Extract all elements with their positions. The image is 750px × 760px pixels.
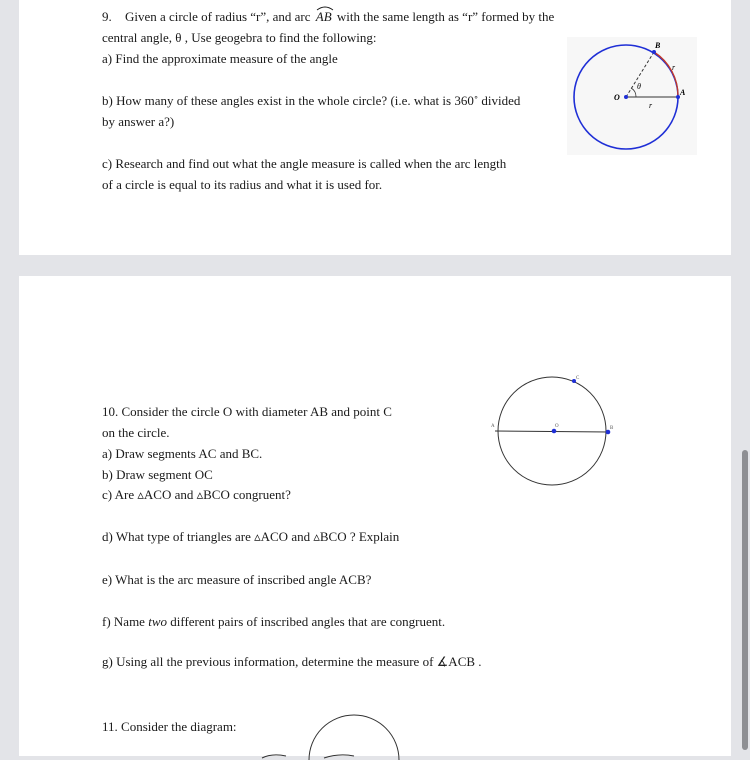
radian-diagram: [567, 37, 697, 155]
diameter-diagram: [487, 371, 617, 491]
q9-intro: Given a circle of radius “r”, and arc: [125, 9, 311, 24]
worksheet-page-2: [19, 276, 731, 756]
label-o: O: [614, 93, 620, 102]
arc-symbol: [316, 5, 334, 11]
q11-line1: 11. Consider the diagram:: [102, 719, 237, 734]
point-o: [624, 95, 628, 99]
q9-line1: [102, 9, 554, 25]
label-b: B: [655, 41, 661, 50]
label-o: O: [555, 424, 559, 429]
q9-part-c-line2: of a circle is equal to its radius and what it is used for.: [102, 177, 383, 192]
q9-part-c-line1: c) Research and find out what the angle measure is called when the arc length: [102, 156, 507, 171]
q10-line1: 10. Consider the circle O with diameter AB and point C: [102, 404, 392, 419]
q10-part-f-suffix: different pairs of inscribed angles that are congruent.: [170, 614, 446, 629]
worksheet-page-1: [19, 0, 731, 255]
q10-line2: on the circle.: [102, 425, 170, 440]
q11-diagram: [244, 710, 404, 760]
q10-part-b: b) Draw segment OC: [102, 467, 213, 482]
q10-part-f-emphasis: two: [148, 614, 167, 629]
q10-part-e: e) What is the arc measure of inscribed angle ACB?: [102, 572, 372, 587]
center-o: [552, 429, 557, 434]
q9-line2: central angle, θ , Use geogebra to find the following:: [102, 30, 377, 45]
q9-intro-end: with the same length as “r” formed by the: [336, 9, 555, 24]
q11-circle-arc: [309, 715, 399, 760]
q10-part-g: g) Using all the previous information, determine the measure of ∡ACB .: [102, 654, 482, 669]
q9-number: 9.: [102, 9, 112, 24]
scrollbar-thumb[interactable]: [742, 450, 748, 750]
label-b: B: [610, 426, 614, 431]
label-a: A: [680, 88, 686, 97]
q9-part-b-line1: b) How many of these angles exist in the whole circle? (i.e. what is 360˚ divided: [102, 93, 521, 108]
q9-arc-name: [316, 9, 335, 24]
label-theta: θ: [637, 82, 641, 91]
q10-part-f: [102, 614, 445, 630]
label-r-arc: r: [672, 63, 676, 72]
q10-part-a: a) Draw segments AC and BC.: [102, 446, 263, 461]
arc-ab-text: AB: [315, 9, 332, 24]
q10-part-d: d) What type of triangles are ▵ACO and ▵BCO ? Explain: [102, 529, 400, 544]
label-c: C: [576, 376, 580, 381]
q9-part-a: a) Find the approximate measure of the angle: [102, 51, 338, 66]
label-a: A: [491, 424, 495, 429]
q11-line-left: [262, 755, 286, 758]
point-b: [652, 50, 656, 54]
q9-part-b-line2: by answer a?): [102, 114, 175, 129]
q10-part-c: c) Are ▵ACO and ▵BCO congruent?: [102, 487, 291, 502]
label-r-radius: r: [649, 101, 653, 110]
q11-line-right: [324, 755, 354, 758]
q10-part-f-prefix: f) Name: [102, 614, 145, 629]
